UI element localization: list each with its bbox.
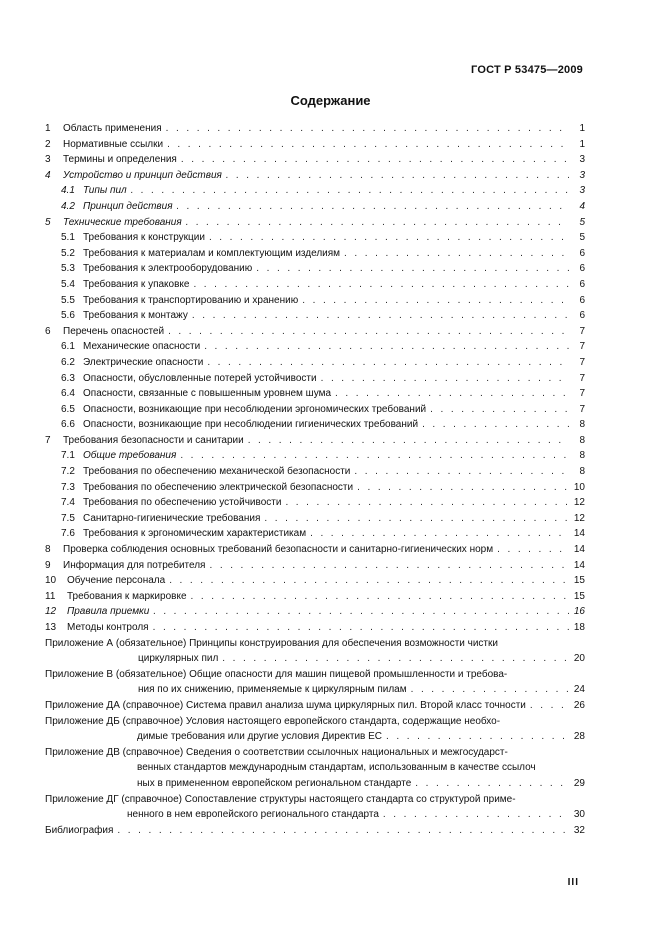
appendix-line: ных в примененном европейском региональном стандарте (137, 777, 412, 789)
toc-entry-page: 6 (579, 263, 585, 275)
toc-entry[interactable] (45, 293, 585, 309)
toc-entry-page: 12 (573, 497, 585, 509)
dot-leader (166, 121, 569, 137)
appendix-line: димые требования или другие условия Директив ЕС (137, 731, 383, 743)
toc-entry-title: Требования к материалам и комплектующим изделиям (83, 247, 341, 259)
toc-entry-page: 15 (573, 590, 585, 602)
toc-entry-number: 12 (45, 606, 57, 618)
toc-entry-title: Нормативные ссылки (63, 138, 164, 150)
toc-entry-page: 3 (579, 169, 585, 181)
toc-entry-title: Термины и определения (63, 154, 177, 166)
toc-entry-title: Методы контроля (67, 622, 149, 633)
toc-entry-title: Требования к эргономическим характеристикам (83, 528, 307, 540)
appendix-line: Приложение ДГ (справочное) Сопоставление структуры настоящего стандарта со структурой приме- (45, 793, 516, 805)
toc-entry[interactable] (45, 277, 585, 293)
toc-entry-page: 18 (573, 622, 585, 633)
toc-entry-page: 8 (579, 434, 585, 446)
toc-entry-number: 7.1 (61, 450, 75, 462)
appendix-line: циркулярных пил (138, 653, 219, 665)
toc-entry-page: 4 (579, 200, 585, 212)
toc-entry[interactable] (45, 433, 585, 449)
toc-entry-page: 6 (579, 278, 585, 290)
dot-leader (167, 137, 569, 153)
appendix-line: ния по их снижению, применяемые к циркулярным пилам (138, 684, 407, 696)
toc-entry-number: 3 (45, 154, 51, 166)
toc-entry-page: 14 (573, 559, 585, 571)
dot-leader (321, 371, 569, 387)
appendix-page: 24 (573, 684, 585, 696)
dot-leader (193, 277, 569, 293)
toc-entry-number: 11 (45, 590, 56, 602)
dot-leader (264, 511, 569, 527)
dot-leader (248, 433, 569, 449)
dot-leader (530, 698, 569, 714)
toc-entry-number: 8 (45, 544, 51, 556)
toc-entry-title: Санитарно-гигиенические требования (83, 512, 261, 524)
toc-entry-page: 3 (579, 154, 585, 166)
dot-leader (415, 776, 569, 792)
dot-leader (354, 464, 569, 480)
dot-leader (153, 620, 569, 636)
dot-leader (422, 417, 569, 433)
dot-leader (181, 152, 569, 168)
toc-entry-title: Технические требования (63, 216, 182, 228)
toc-entry-title: Требования по обеспечению устойчивости (83, 497, 282, 509)
toc-entry[interactable] (45, 417, 585, 433)
toc-entry-number: 5.3 (61, 263, 75, 275)
toc-entry[interactable] (45, 308, 585, 324)
document-code: ГОСТ Р 53475—2009 (471, 64, 583, 76)
toc-entry-title: Требования к конструкции (83, 232, 205, 244)
page-title: Содержание (290, 93, 371, 108)
appendix-entry[interactable] (45, 667, 585, 698)
toc-entry-number: 6.1 (61, 341, 75, 353)
toc-entry-title: Требования к монтажу (83, 310, 188, 322)
dot-leader (411, 682, 569, 698)
appendix-page: 28 (573, 731, 585, 743)
dot-leader (357, 480, 569, 496)
toc-entry-title: Требования к маркировке (67, 590, 187, 602)
dot-leader (310, 526, 569, 542)
toc-entry-number: 7.4 (61, 497, 75, 509)
toc-entry-number: 6.5 (61, 403, 75, 415)
toc-entry-number: 7.3 (61, 481, 75, 493)
dot-leader (209, 230, 569, 246)
toc-entry-number: 13 (45, 622, 57, 633)
toc-entry-title: Требования к упаковке (83, 278, 190, 290)
toc-entry-page: 7 (579, 356, 585, 368)
toc-entry-number: 7.6 (61, 528, 75, 540)
toc-entry[interactable] (45, 480, 585, 496)
toc-entry[interactable] (45, 137, 585, 153)
toc-entry-page: 15 (573, 575, 585, 587)
bibliography-page: 32 (573, 824, 585, 836)
toc-entry-title: Обучение персонала (67, 575, 166, 587)
toc-entry-number: 6 (45, 325, 51, 337)
dot-leader (117, 823, 569, 839)
toc-entry-page: 10 (573, 481, 585, 493)
toc-entry-page: 5 (579, 216, 585, 228)
dot-leader (344, 246, 569, 262)
toc-entry-title: Информация для потребителя (63, 559, 206, 571)
toc-entry[interactable] (45, 604, 585, 620)
toc-entry[interactable] (45, 558, 585, 574)
toc-entry-page: 6 (579, 294, 585, 306)
toc-entry-title: Правила приемки (67, 606, 150, 618)
appendix-line: Приложение А (обязательное) Принципы конструирования для обеспечения возможности чистки (45, 637, 498, 649)
toc-entry[interactable] (45, 511, 585, 527)
appendix-entry[interactable] (45, 745, 585, 792)
appendix-line: Приложение В (обязательное) Общие опасности для машин пищевой промышленности и требова- (45, 668, 508, 680)
toc-entry-page: 16 (573, 606, 585, 618)
toc-entry[interactable] (45, 230, 585, 246)
appendix-entry[interactable] (45, 792, 585, 823)
toc-entry[interactable] (45, 495, 585, 511)
dot-leader (186, 215, 569, 231)
toc-entry-number: 1 (45, 123, 51, 134)
toc-entry-number: 7 (45, 434, 51, 446)
toc-entry-number: 2 (45, 138, 51, 150)
toc-entry-page: 7 (579, 372, 585, 384)
dot-leader (386, 729, 569, 745)
toc-entry[interactable] (45, 573, 585, 589)
dot-leader (169, 573, 569, 589)
dot-leader (192, 308, 569, 324)
toc-entry-page: 7 (579, 388, 585, 400)
toc-entry-title: Общие требования (83, 450, 177, 462)
toc-entry-title: Устройство и принцип действия (63, 169, 222, 181)
toc-entry-title: Требования безопасности и санитарии (63, 434, 244, 446)
dot-leader (497, 542, 569, 558)
dot-leader (222, 651, 569, 667)
appendix-line: венных стандартов международным стандартам, использованным в качестве ссылоч (137, 762, 536, 774)
toc-entry-title: Требования по обеспечению механической безопасности (83, 466, 351, 478)
toc-entry-number: 5.1 (61, 232, 75, 244)
toc-entry-page: 5 (579, 232, 585, 244)
dot-leader (285, 495, 569, 511)
toc-entry-page: 12 (573, 512, 585, 524)
bibliography-title: Библиография (45, 824, 114, 836)
toc-entry-number: 5.4 (61, 278, 75, 290)
appendix-page: 29 (573, 777, 585, 789)
toc-entry-title: Электрические опасности (83, 356, 204, 368)
toc-entry[interactable] (45, 121, 585, 137)
dot-leader (177, 199, 569, 215)
toc-entry-page: 7 (579, 325, 585, 337)
appendix-line: Приложение ДБ (справочное) Условия настоящего европейского стандарта, содержащие необхо- (45, 715, 501, 727)
toc-entry-number: 5.5 (61, 294, 75, 306)
toc-entry[interactable] (45, 152, 585, 168)
toc-entry-number: 6.2 (61, 356, 75, 368)
bibliography-entry[interactable] (45, 823, 585, 839)
toc-entry-title: Принцип действия (83, 200, 173, 212)
toc-entry[interactable] (45, 402, 585, 418)
toc-entry-title: Типы пил (83, 185, 127, 197)
toc-entry-number: 6.3 (61, 372, 75, 384)
toc-entry[interactable] (45, 199, 585, 215)
toc-entry-title: Опасности, связанные с повышенным уровнем шума (83, 388, 332, 400)
appendix-entry[interactable] (45, 714, 585, 745)
toc-entry-title: Механические опасности (83, 341, 201, 353)
toc-entry-number: 6.4 (61, 388, 75, 400)
toc-entry[interactable] (45, 183, 585, 199)
appendix-entry[interactable] (45, 636, 585, 667)
dot-leader (153, 604, 569, 620)
dot-leader (168, 324, 569, 340)
dot-leader (207, 355, 569, 371)
toc-entry[interactable] (45, 168, 585, 184)
toc-entry-page: 8 (579, 450, 585, 462)
dot-leader (335, 386, 569, 402)
appendix-page: 20 (573, 653, 585, 665)
toc-entry-number: 10 (45, 575, 57, 587)
toc-entry-number: 6.6 (61, 419, 75, 431)
dot-leader (430, 402, 569, 418)
toc-entry-number: 7.5 (61, 512, 75, 524)
dot-leader (209, 558, 569, 574)
dot-leader (302, 293, 569, 309)
dot-leader (204, 339, 569, 355)
appendix-line: Приложение ДА (справочное) Система правил анализа шума циркулярных пил. Второй класс точности (45, 699, 526, 711)
toc-entry[interactable] (45, 324, 585, 340)
toc-entry-page: 8 (579, 419, 585, 431)
toc-entry-number: 9 (45, 559, 51, 571)
toc-entry[interactable] (45, 589, 585, 605)
dot-leader (226, 168, 569, 184)
appendix-line: Приложение ДВ (справочное) Сведения о соответствии ссылочных национальных и межгосударст- (45, 746, 508, 758)
toc-entry[interactable] (45, 620, 585, 636)
toc-entry-page: 14 (573, 528, 585, 540)
toc-entry[interactable] (45, 261, 585, 277)
appendix-line: ненного в нем европейского регионального стандарта (127, 809, 379, 821)
toc-entry-title: Опасности, обусловленные потерей устойчивости (83, 372, 317, 384)
toc-entry-title: Проверка соблюдения основных требований безопасности и санитарно-гигиенических норм (63, 544, 494, 556)
toc-entry-page: 6 (579, 310, 585, 322)
toc-entry-page: 1 (579, 138, 585, 150)
page-number: III (567, 877, 579, 888)
dot-leader (256, 261, 569, 277)
toc-entry-page: 8 (579, 466, 585, 478)
toc-entry[interactable] (45, 464, 585, 480)
toc-entry[interactable] (45, 215, 585, 231)
toc-entry-number: 5.6 (61, 310, 75, 322)
toc-entry[interactable] (45, 246, 585, 262)
toc-entry[interactable] (45, 371, 585, 387)
toc-entry-page: 6 (579, 247, 585, 259)
toc-entry-number: 7.2 (61, 466, 75, 478)
dot-leader (191, 589, 569, 605)
dot-leader (180, 448, 569, 464)
dot-leader (131, 183, 569, 199)
toc-entry-number: 4.2 (61, 200, 75, 212)
appendix-page: 30 (573, 809, 585, 821)
toc-entry[interactable] (45, 448, 585, 464)
toc-entry-page: 3 (579, 185, 585, 197)
dot-leader (383, 807, 569, 823)
toc-entry-number: 4 (45, 169, 51, 181)
appendix-entry[interactable] (45, 698, 585, 714)
toc-entry-number: 5.2 (61, 247, 75, 259)
toc-entry-title: Требования по обеспечению электрической безопасности (83, 481, 354, 493)
toc-entry-page: 7 (579, 341, 585, 353)
toc-entry-page: 1 (579, 123, 585, 134)
toc-entry-title: Требования к транспортированию и хранению (83, 294, 299, 306)
toc-entry[interactable] (45, 526, 585, 542)
toc-entry-page: 14 (573, 544, 585, 556)
toc-entry-number: 4.1 (61, 185, 75, 197)
toc-entry-title: Перечень опасностей (63, 325, 165, 337)
toc-entry-title: Требования к электрооборудованию (83, 263, 253, 275)
table-of-contents (45, 121, 585, 838)
toc-entry[interactable] (45, 355, 585, 371)
appendix-page: 26 (573, 699, 585, 711)
toc-entry-title: Область применения (63, 123, 162, 134)
toc-entry-number: 5 (45, 216, 51, 228)
toc-entry[interactable] (45, 542, 585, 558)
toc-entry-title: Опасности, возникающие при несоблюдении гигиенических требований (83, 419, 419, 431)
toc-entry[interactable] (45, 339, 585, 355)
toc-entry-title: Опасности, возникающие при несоблюдении эргономических требований (83, 403, 427, 415)
toc-entry[interactable] (45, 386, 585, 402)
toc-entry-page: 7 (579, 403, 585, 415)
